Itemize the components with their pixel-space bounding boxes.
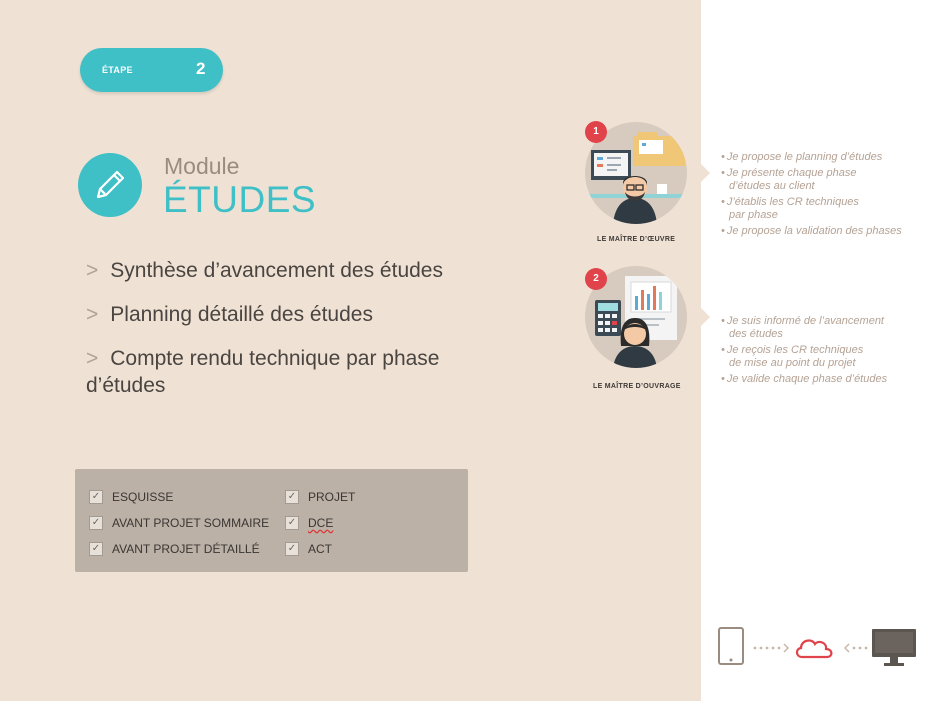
checkbox-checked-icon[interactable]: ✓	[285, 542, 299, 556]
checkbox-checked-icon[interactable]: ✓	[285, 490, 299, 504]
chevron-right-icon: >	[86, 259, 99, 282]
note-item: • J’établis les CR techniques par phase	[721, 196, 859, 221]
pencil-icon	[78, 153, 142, 217]
phase-checklist	[75, 469, 468, 572]
phase-item-esquisse	[89, 484, 269, 510]
feature-list	[86, 257, 506, 416]
dotted-arrow-right	[754, 644, 788, 652]
feature-item	[86, 301, 506, 328]
phase-label: ACT	[308, 542, 332, 556]
checkbox-checked-icon[interactable]: ✓	[89, 490, 103, 504]
note-item: • Je propose le planning d’études	[721, 151, 883, 163]
feature-item	[86, 345, 506, 399]
desktop-monitor-icon	[872, 629, 916, 666]
sync-graphic	[716, 625, 921, 669]
actor-notes-moe	[721, 151, 902, 241]
note-item: • Je reçois les CR techniques de mise au point du projet	[721, 344, 864, 369]
phase-item-act	[285, 536, 355, 562]
actor-notes-moa	[721, 315, 887, 389]
phase-column-right	[285, 484, 355, 562]
chevron-right-icon: >	[86, 347, 99, 370]
actor-caption: LE MAÎTRE D’OUVRAGE	[593, 383, 681, 390]
checkbox-checked-icon[interactable]: ✓	[285, 516, 299, 530]
phase-item-projet	[285, 484, 355, 510]
chevron-right-icon: >	[86, 303, 99, 326]
phase-item-aps	[89, 510, 269, 536]
dotted-arrow-left	[845, 644, 867, 652]
step-badge	[80, 48, 223, 92]
feature-text: Planning détaillé des études	[110, 303, 373, 326]
note-item: • Je valide chaque phase d’études	[721, 373, 888, 385]
pointer-triangle	[700, 163, 710, 183]
actor-badge: 1	[585, 121, 607, 143]
device-sync-illustration	[716, 625, 921, 669]
module-icon-circle	[78, 153, 142, 217]
actor-caption: LE MAÎTRE D’ŒUVRE	[597, 236, 676, 243]
note-item: • Je suis informé de l’avancement des études	[721, 315, 884, 340]
note-item: • Je présente chaque phase d’études au client	[721, 167, 857, 192]
feature-item	[86, 257, 506, 284]
pointer-triangle	[700, 307, 710, 327]
phase-label: PROJET	[308, 490, 356, 504]
phase-label: DCE	[308, 516, 334, 530]
feature-text: Synthèse d’avancement des études	[110, 259, 443, 282]
phase-label: AVANT PROJET SOMMAIRE	[112, 516, 270, 530]
phase-item-dce	[285, 510, 355, 536]
phase-label: ESQUISSE	[112, 490, 174, 504]
note-item: • Je propose la validation des phases	[721, 225, 902, 237]
checkbox-checked-icon[interactable]: ✓	[89, 542, 103, 556]
module-title: ÉTUDES	[163, 179, 317, 220]
phase-column-left	[89, 484, 269, 562]
step-label: ÉTAPE	[102, 65, 133, 75]
checkbox-checked-icon[interactable]: ✓	[89, 516, 103, 530]
actor-badge: 2	[585, 268, 607, 290]
phase-item-apd	[89, 536, 269, 562]
phase-label: AVANT PROJET DÉTAILLÉ	[112, 542, 260, 556]
cloud-icon	[797, 641, 831, 657]
step-number: 2	[196, 59, 206, 78]
feature-text: Compte rendu technique par phase d’études	[86, 347, 440, 397]
tablet-icon	[719, 628, 743, 664]
module-label: Module	[164, 153, 240, 179]
